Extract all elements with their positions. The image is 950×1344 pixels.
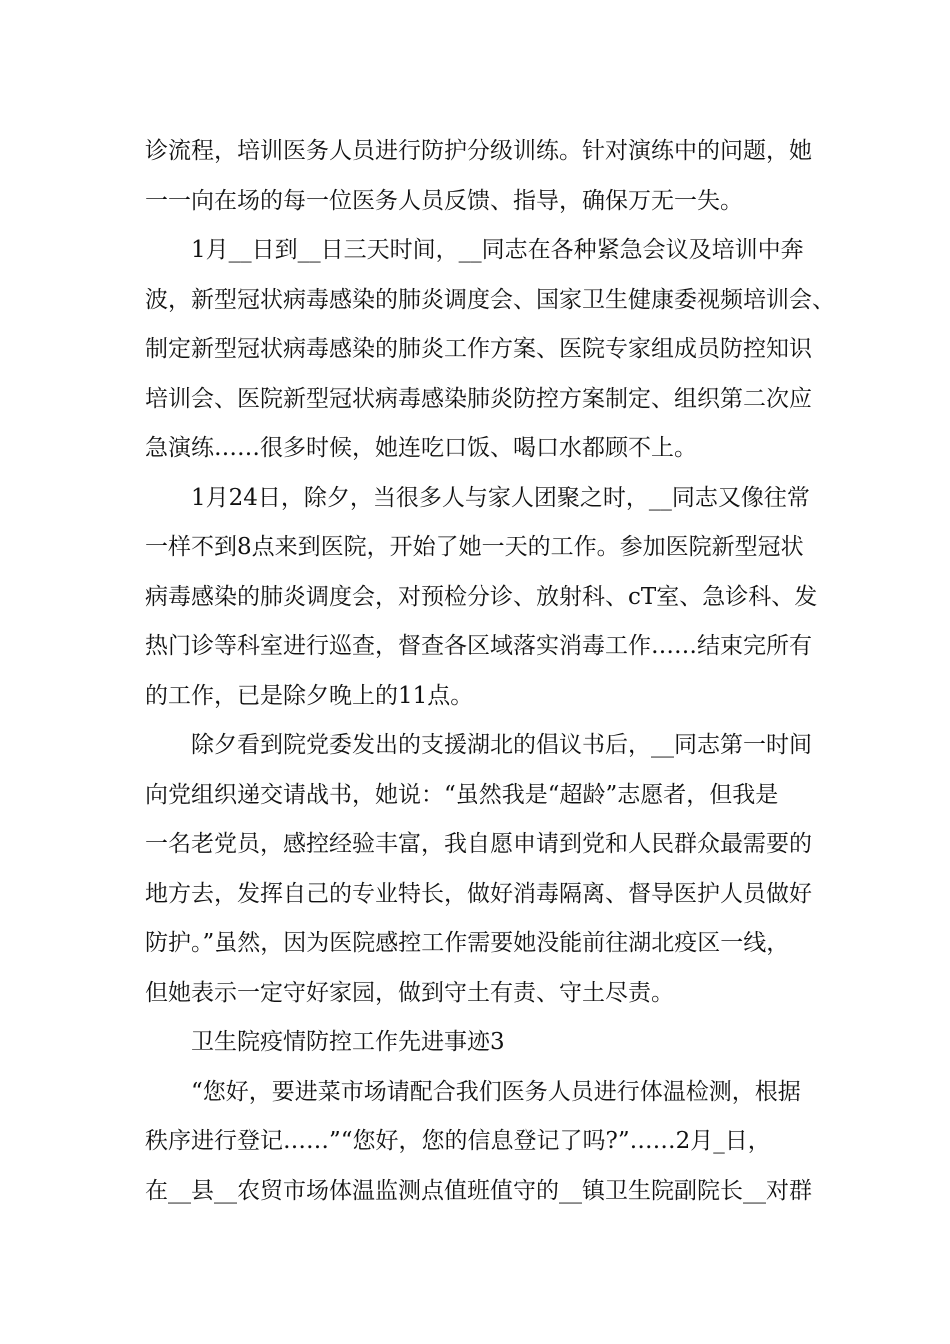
text-line: 急演练……很多时候，她连吃口饭、喝口水都顾不上。 (145, 435, 697, 461)
text-line: 诊流程，培训医务人员进行防护分级训练。针对演练中的问题，她 (145, 138, 812, 164)
text-line: 制定新型冠状病毒感染的肺炎工作方案、医院专家组成员防控知识 (145, 336, 812, 362)
text-line: 除夕看到院党委发出的支援湖北的倡议书后，__同志第一时间 (145, 732, 812, 758)
text-line: 的工作，已是除夕晚上的11点。 (145, 682, 474, 709)
text-line: 向党组织递交请战书，她说：“虽然我是“超龄”志愿者，但我是 (145, 781, 779, 808)
text-line: “您好，要进菜市场请配合我们医务人员进行体温检测，根据 (145, 1078, 801, 1105)
text-line: 1月__日到__日三天时间，__同志在各种紧急会议及培训中奔 (145, 237, 804, 263)
text-line: 在__县__农贸市场体温监测点值班值守的__镇卫生院副院长__对群 (145, 1177, 812, 1204)
text-line: 防护。”虽然，因为医院感控工作需要她没能前往湖北疫区一线， (145, 930, 790, 956)
text-line: 一名老党员，感控经验丰富，我自愿申请到党和人民群众最需要的 (145, 831, 812, 857)
section-heading: 卫生院疫情防控工作先进事迹3 (145, 1029, 505, 1055)
text-line: 但她表示一定守好家园，做到守土有责、守土尽责。 (145, 979, 674, 1006)
text-line: 波，新型冠状病毒感染的肺炎调度会、国家卫生健康委视频培训会、 (145, 286, 835, 313)
text-line: 一一向在场的每一位医务人员反馈、指导，确保万无一失。 (145, 187, 743, 214)
text-line: 秩序进行登记……”“您好，您的信息登记了吗?”……2月_日， (145, 1128, 771, 1154)
text-line: 1月24日，除夕，当很多人与家人团聚之时，__同志又像往常 (145, 484, 810, 511)
text-line: 一样不到8点来到医院，开始了她一天的工作。参加医院新型冠状 (145, 534, 804, 560)
text-line: 培训会、医院新型冠状病毒感染肺炎防控方案制定、组织第二次应 (145, 385, 812, 412)
text-line: 地方去，发挥自己的专业特长，做好消毒隔离、督导医护人员做好 (145, 880, 812, 907)
text-line: 病毒感染的肺炎调度会，对预检分诊、放射科、cT室、急诊科、发 (145, 583, 818, 610)
text-line: 热门诊等科室进行巡查，督查各区域落实消毒工作……结束完所有 (145, 633, 812, 659)
document-body (145, 127, 835, 1216)
